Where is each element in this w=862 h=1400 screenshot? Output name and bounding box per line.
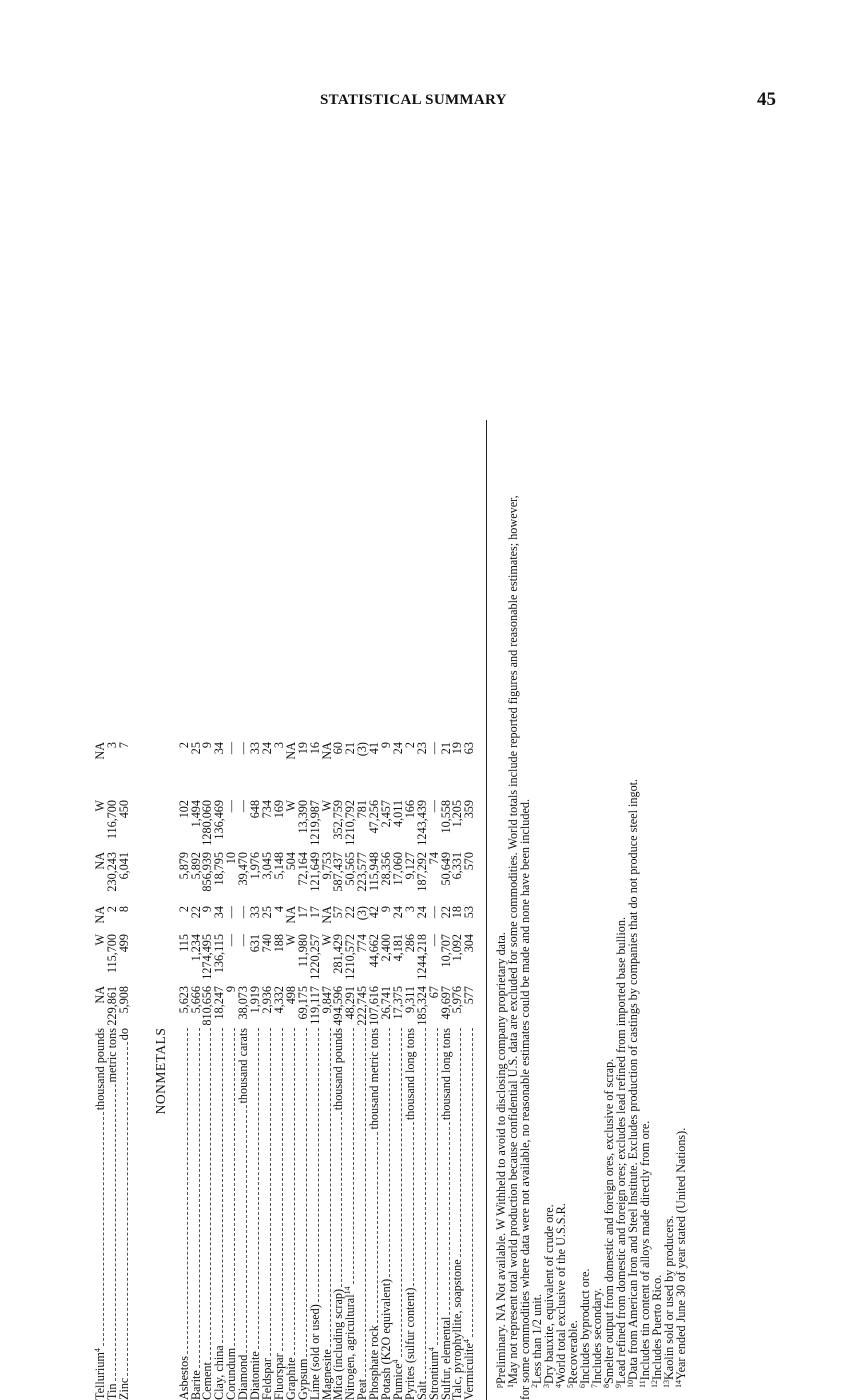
row-label (119, 1028, 131, 1400)
table-cell: 26,741 (381, 986, 393, 1028)
table-cell: — (429, 934, 441, 986)
row-label (405, 1028, 417, 1400)
table-row (345, 742, 357, 1400)
footnote: $^4$World total exclusive of the U.S.S.R. (555, 300, 567, 1400)
table-row (262, 742, 274, 1400)
page-title: STATISTICAL SUMMARY (320, 92, 507, 109)
table-cell: 169 (274, 800, 286, 852)
table-cell: 18 (452, 906, 464, 934)
table-cell: 102 (179, 800, 191, 852)
table-row (381, 742, 393, 1400)
table-row (250, 742, 262, 1400)
table-cell: 1219,987 (310, 800, 322, 852)
row-name: Peat (357, 1377, 369, 1400)
row-name: Diamond (238, 1353, 250, 1400)
table-cell: 774 (357, 934, 369, 986)
table-cell: 121,649 (310, 852, 322, 906)
table-row (214, 742, 226, 1400)
table-cell: — (238, 742, 250, 800)
table-cell: 3,045 (262, 852, 274, 906)
table-cell: 6,041 (119, 852, 131, 906)
table-cell: W (322, 800, 334, 852)
table-cell: 9 (226, 986, 238, 1028)
table-cell: 1,919 (250, 986, 262, 1028)
row-name: Clay, china (214, 1343, 226, 1400)
table-cell: — (238, 934, 250, 986)
row-label (286, 1028, 298, 1400)
table-cell: 25 (191, 742, 203, 800)
table-cell: 1,234 (191, 934, 203, 986)
table-cell: 9,753 (322, 852, 334, 906)
table-cell: 115,948 (369, 852, 381, 906)
table-cell: 810,656 (202, 986, 214, 1028)
table-cell: 5,879 (179, 852, 191, 906)
table-cell: 49,697 (441, 986, 453, 1028)
table-cell: 9 (381, 906, 393, 934)
table-cell: 7 (119, 742, 131, 800)
row-unit: thousand carats (238, 1028, 250, 1105)
table-cell: NA (95, 986, 107, 1028)
table-cell: 222,745 (357, 986, 369, 1028)
table-cell: 1244,218 (417, 934, 429, 986)
footnote: $^{12}$Includes Puerto Rico. (651, 300, 663, 1400)
table-cell: 22 (441, 906, 453, 934)
table-cell: 781 (357, 800, 369, 852)
table-cell: — (226, 742, 238, 800)
table-cell: — (226, 906, 238, 934)
row-label (238, 1028, 250, 1400)
table-cell: 19 (452, 742, 464, 800)
table-row (202, 742, 214, 1400)
leader-dots (454, 1028, 461, 1257)
table-cell: 18,247 (214, 986, 226, 1028)
table-cell: NA (286, 742, 298, 800)
table-cell: 11,980 (298, 934, 310, 986)
table-cell: 53 (464, 906, 476, 934)
footnote: $^3$Dry bauxite, equivalent of crude ore. (543, 300, 555, 1400)
table-cell: 577 (464, 986, 476, 1028)
table-cell: 42 (369, 906, 381, 934)
table-cell: 9 (202, 742, 214, 800)
leader-dots (466, 1028, 473, 1337)
leader-dots (300, 1028, 307, 1357)
leader-dots (240, 1105, 247, 1352)
footnote: $^8$Smelter output from domestic and foreign ores, exclusive of scrap. (603, 300, 615, 1400)
table-cell: 1210,572 (345, 934, 357, 986)
leader-dots (324, 1028, 331, 1347)
leader-dots (252, 1028, 259, 1349)
row-unit: thousand pounds (333, 1028, 345, 1112)
table-row (119, 742, 131, 1400)
table-cell: 21 (441, 742, 453, 800)
row-name: Pumice$^4$ (393, 1357, 405, 1400)
row-name: Feldspar (262, 1356, 274, 1400)
table-cell: NA (95, 852, 107, 906)
row-name: Asbestos (179, 1354, 191, 1400)
table-cell: 570 (464, 852, 476, 906)
row-name: Potash (K2O equivalent) (381, 1277, 393, 1400)
table-cell: 2 (107, 906, 119, 934)
leader-dots (109, 1085, 116, 1382)
table-cell: NA (95, 906, 107, 934)
table-cell: 3 (274, 742, 286, 800)
table-cell: 24 (417, 906, 429, 934)
table-cell: 4,181 (393, 934, 405, 986)
footnote-ref: 4 (391, 1359, 400, 1363)
footnote: $^{10}$Data from American Iron and Steel Institute. Excludes production of castings by companies that do not produce steel ingot. (627, 300, 639, 1400)
table-cell: 22 (345, 906, 357, 934)
table-cell: 34 (214, 906, 226, 934)
leader-dots (264, 1028, 271, 1356)
table-cell: 1243,439 (417, 800, 429, 852)
row-name: Phosphate rock (369, 1323, 381, 1400)
table-cell: 8 (119, 906, 131, 934)
leader-dots (312, 1028, 319, 1302)
row-unit: do (119, 1028, 131, 1042)
table-cell: 41 (369, 742, 381, 800)
table-cell: 187,292 (417, 852, 429, 906)
table-cell: 9 (202, 906, 214, 934)
table-cell: 2,457 (381, 800, 393, 852)
table-cell: 450 (119, 800, 131, 852)
table-cell: 2,936 (262, 986, 274, 1028)
table-cell: 24 (393, 906, 405, 934)
footnote: $^5$Recoverable. (567, 300, 579, 1400)
leader-dots (335, 1112, 342, 1287)
table-cell: 19 (298, 742, 310, 800)
table-cell: 504 (286, 852, 298, 906)
row-name: Tin (107, 1382, 119, 1400)
table-cell: 5,908 (119, 986, 131, 1028)
table-cell: 499 (119, 934, 131, 986)
table-cell: 1,205 (452, 800, 464, 852)
table-cell: W (286, 934, 298, 986)
table-cell: (3) (357, 906, 369, 934)
table-cell: 223,577 (357, 852, 369, 906)
table-cell: 39,470 (238, 852, 250, 906)
table-cell: 6,331 (452, 852, 464, 906)
table-cell: 2 (405, 742, 417, 800)
table-cell: 9,311 (405, 986, 417, 1028)
row-name: Gypsum (298, 1357, 310, 1400)
row-name: Strontium$^4$ (429, 1345, 441, 1400)
table-row (310, 742, 322, 1400)
table-cell: 734 (262, 800, 274, 852)
footnote-ref: 4 (427, 1347, 436, 1351)
page-number: 45 (757, 89, 776, 111)
table-cell: 230,243 (107, 852, 119, 906)
row-label (214, 1028, 226, 1400)
row-name: Fluorspar (274, 1351, 286, 1400)
leader-dots (419, 1028, 426, 1379)
footnote-ref: 4 (462, 1339, 471, 1343)
table-cell: NA (322, 742, 334, 800)
leader-dots (228, 1028, 235, 1346)
row-name: Barite (191, 1368, 203, 1400)
row-name: Zinc (119, 1376, 131, 1400)
table-cell: 1220,257 (310, 934, 322, 986)
table-cell: 2 (179, 906, 191, 934)
leader-dots (407, 1122, 414, 1286)
table-cell: 38,073 (238, 986, 250, 1028)
table-cell: 13,390 (298, 800, 310, 852)
table-cell: 1210,792 (345, 800, 357, 852)
table-cell: 166 (405, 800, 417, 852)
table-cell: — (238, 800, 250, 852)
table-cell: 2 (179, 742, 191, 800)
row-name: Sulfur, elemental (441, 1315, 453, 1400)
table-cell: — (226, 934, 238, 986)
leader-dots (181, 1028, 188, 1354)
table-cell: — (429, 906, 441, 934)
table-cell: 115,700 (107, 934, 119, 986)
table-cell: 33 (250, 742, 262, 800)
footnotes (495, 300, 687, 1400)
table-cell: 1,092 (452, 934, 464, 986)
table-cell: 3 (405, 906, 417, 934)
row-name: Magnesite (322, 1347, 334, 1400)
row-label (191, 1028, 203, 1400)
row-label (179, 1028, 191, 1400)
table-cell: 494,596 (333, 986, 345, 1028)
row-name: Salt (417, 1379, 429, 1400)
leader-dots (216, 1028, 223, 1343)
table-cell: 188 (274, 934, 286, 986)
table-cell: 304 (464, 934, 476, 986)
row-name: Talc, pyrophyllite, soapstone (452, 1257, 464, 1400)
table-cell: W (286, 800, 298, 852)
row-label (262, 1028, 274, 1400)
row-label (464, 1028, 476, 1400)
leader-dots (443, 1122, 450, 1314)
table-cell: — (226, 800, 238, 852)
table-cell: 9,127 (405, 852, 417, 906)
row-name: Vermiculite$^4$ (464, 1337, 476, 1400)
table-cell: 10,707 (441, 934, 453, 986)
table-cell: — (238, 906, 250, 934)
row-label (250, 1028, 262, 1400)
table-cell: 25 (262, 906, 274, 934)
table-cell: NA (95, 742, 107, 800)
footnote: $^{11}$Includes tin content of alloys made directly from ore. (639, 300, 651, 1400)
leader-dots (193, 1028, 200, 1368)
table-cell: 498 (286, 986, 298, 1028)
table-cell: — (429, 800, 441, 852)
table-row (179, 742, 191, 1400)
leader-dots (97, 1112, 104, 1346)
table-cell: 33 (250, 906, 262, 934)
table-cell: 136,115 (214, 934, 226, 986)
table-cell: 2,400 (381, 934, 393, 986)
table-cell: 740 (262, 934, 274, 986)
table-cell: 116,700 (107, 800, 119, 852)
row-name: Graphite (286, 1355, 298, 1400)
leader-dots (204, 1028, 211, 1360)
table-cell: 24 (262, 742, 274, 800)
table-cell: 4,332 (274, 986, 286, 1028)
table-cell: 57 (333, 906, 345, 934)
footnote: for some commodities where data were not available, no reasonable estimates could be made and none have been included. (519, 300, 531, 1400)
table-cell: 5,976 (452, 986, 464, 1028)
table-cell: 9 (381, 742, 393, 800)
table-row (107, 742, 119, 1400)
table-cell: 1,976 (250, 852, 262, 906)
table-cell: 1280,060 (202, 800, 214, 852)
table-cell: 10,558 (441, 800, 453, 852)
section-title: NONMETALS (155, 742, 167, 1400)
table-cell: 185,324 (417, 986, 429, 1028)
table-cell: 9,847 (322, 986, 334, 1028)
row-name: Corundum (226, 1346, 238, 1400)
row-label (345, 1028, 357, 1400)
row-name: Pyrites (sulfur content) (405, 1286, 417, 1400)
table-cell: 119,117 (310, 986, 322, 1028)
table-cell: 67 (429, 986, 441, 1028)
table-cell: 48,291 (345, 986, 357, 1028)
table-cell: NA (286, 906, 298, 934)
metals-table (95, 742, 131, 1400)
table-cell: W (322, 934, 334, 986)
row-label (417, 1028, 429, 1400)
table-cell: 115 (179, 934, 191, 986)
row-label (107, 1028, 119, 1400)
table-cell: 1,494 (191, 800, 203, 852)
table-cell: NA (322, 906, 334, 934)
table-cell: 72,164 (298, 852, 310, 906)
row-name: Nitrogen, agricultural$^{14}$ (345, 1284, 357, 1400)
row-label (381, 1028, 393, 1400)
table-cell: 5,148 (274, 852, 286, 906)
row-name: Cement (202, 1360, 214, 1400)
nonmetals-table (179, 742, 477, 1400)
table-cell: 21 (345, 742, 357, 800)
row-label (310, 1028, 322, 1400)
table-cell: 5,892 (191, 852, 203, 906)
table-cell: 28,356 (381, 852, 393, 906)
table-cell: 5,666 (191, 986, 203, 1028)
table-cell: 631 (250, 934, 262, 986)
row-name: Tellurium$^4$ (95, 1346, 107, 1400)
row-name: Lime (sold or used) (310, 1302, 322, 1400)
table-cell: 359 (464, 800, 476, 852)
leader-dots (395, 1028, 402, 1357)
footnote: $^7$Includes secondary. (591, 300, 603, 1400)
table-row (417, 742, 429, 1400)
table-cell: 352,759 (333, 800, 345, 852)
table-cell: 1274,495 (202, 934, 214, 986)
leader-dots (347, 1028, 354, 1284)
table-cell: 286 (405, 934, 417, 986)
table-row (274, 742, 286, 1400)
table-cell: 107,616 (369, 986, 381, 1028)
leader-dots (383, 1028, 390, 1277)
table-cell: 63 (464, 742, 476, 800)
table-cell: 3 (107, 742, 119, 800)
table-cell: — (429, 742, 441, 800)
row-name: Diatomite (250, 1349, 262, 1400)
table-cell: 44,662 (369, 934, 381, 986)
footnote: $^p$Preliminary. NA Not available. W Withheld to avoid to disclosing company proprietary data. (495, 300, 507, 1400)
row-label (95, 1028, 107, 1400)
table-cell: 17,375 (393, 986, 405, 1028)
table-cell: 69,175 (298, 986, 310, 1028)
table-cell: 281,429 (333, 934, 345, 986)
row-unit: thousand long tons (405, 1028, 417, 1122)
table-cell: 4 (274, 906, 286, 934)
table-cell: 60 (333, 742, 345, 800)
table-cell: 229,861 (107, 986, 119, 1028)
table-cell: 856,939 (202, 852, 214, 906)
footnote: $^1$May not represent total world production because confidential U.S. data are excluded for some commodities. World totals include reported figures and reasonable estimates; however, (507, 300, 519, 1400)
table-cell: 17 (310, 906, 322, 934)
row-label (274, 1028, 286, 1400)
footnote: $^6$Includes byproduct ore. (579, 300, 591, 1400)
leader-dots (288, 1028, 295, 1355)
table-cell: 16 (310, 742, 322, 800)
table-cell: (3) (357, 742, 369, 800)
table-cell: 24 (393, 742, 405, 800)
table-cell: 50,565 (345, 852, 357, 906)
table-row (452, 742, 464, 1400)
rotated-table-block (95, 120, 815, 1400)
footnote: $^{13}$Kaolin sold or used by producers. (663, 300, 675, 1400)
table-cell: 648 (250, 800, 262, 852)
row-unit: metric tons (107, 1028, 119, 1085)
table-cell: 22 (191, 906, 203, 934)
table-row (238, 742, 250, 1400)
table-cell: 5,623 (179, 986, 191, 1028)
footnote-ref: 14 (343, 1286, 352, 1294)
table-cell: 34 (214, 742, 226, 800)
footnote-ref: 4 (93, 1348, 102, 1352)
table-row (464, 742, 476, 1400)
table-cell: 47,256 (369, 800, 381, 852)
table-cell: 587,437 (333, 852, 345, 906)
leader-dots (276, 1028, 283, 1351)
footnote: $^{14}$Year ended June 30 of year stated (United Nations). (675, 300, 687, 1400)
table-cell: 18,795 (214, 852, 226, 906)
row-name: Mica (including scrap) (333, 1287, 345, 1400)
leader-dots (359, 1028, 366, 1377)
leader-dots (431, 1028, 438, 1345)
footnote-rule (486, 420, 487, 1400)
table-cell: 10 (226, 852, 238, 906)
table-row (286, 742, 298, 1400)
footnote: $^9$Lead refined from domestic and foreign ores; excludes lead refined from imported base bullion. (615, 300, 627, 1400)
table-cell: W (95, 934, 107, 986)
row-unit: thousand pounds (95, 1028, 107, 1112)
row-unit: thousand metric tons (369, 1028, 381, 1132)
table-cell: 17 (298, 906, 310, 934)
leader-dots (121, 1042, 128, 1375)
table-cell: 23 (417, 742, 429, 800)
leader-dots (371, 1132, 378, 1324)
table-cell: 17,060 (393, 852, 405, 906)
table-cell: W (95, 800, 107, 852)
row-unit: thousand long tons (441, 1028, 453, 1122)
table-cell: 136,469 (214, 800, 226, 852)
footnote: $^2$Less than 1/2 unit. (531, 300, 543, 1400)
table-cell: 4,011 (393, 800, 405, 852)
table-cell: 50,649 (441, 852, 453, 906)
table-cell: 74 (429, 852, 441, 906)
